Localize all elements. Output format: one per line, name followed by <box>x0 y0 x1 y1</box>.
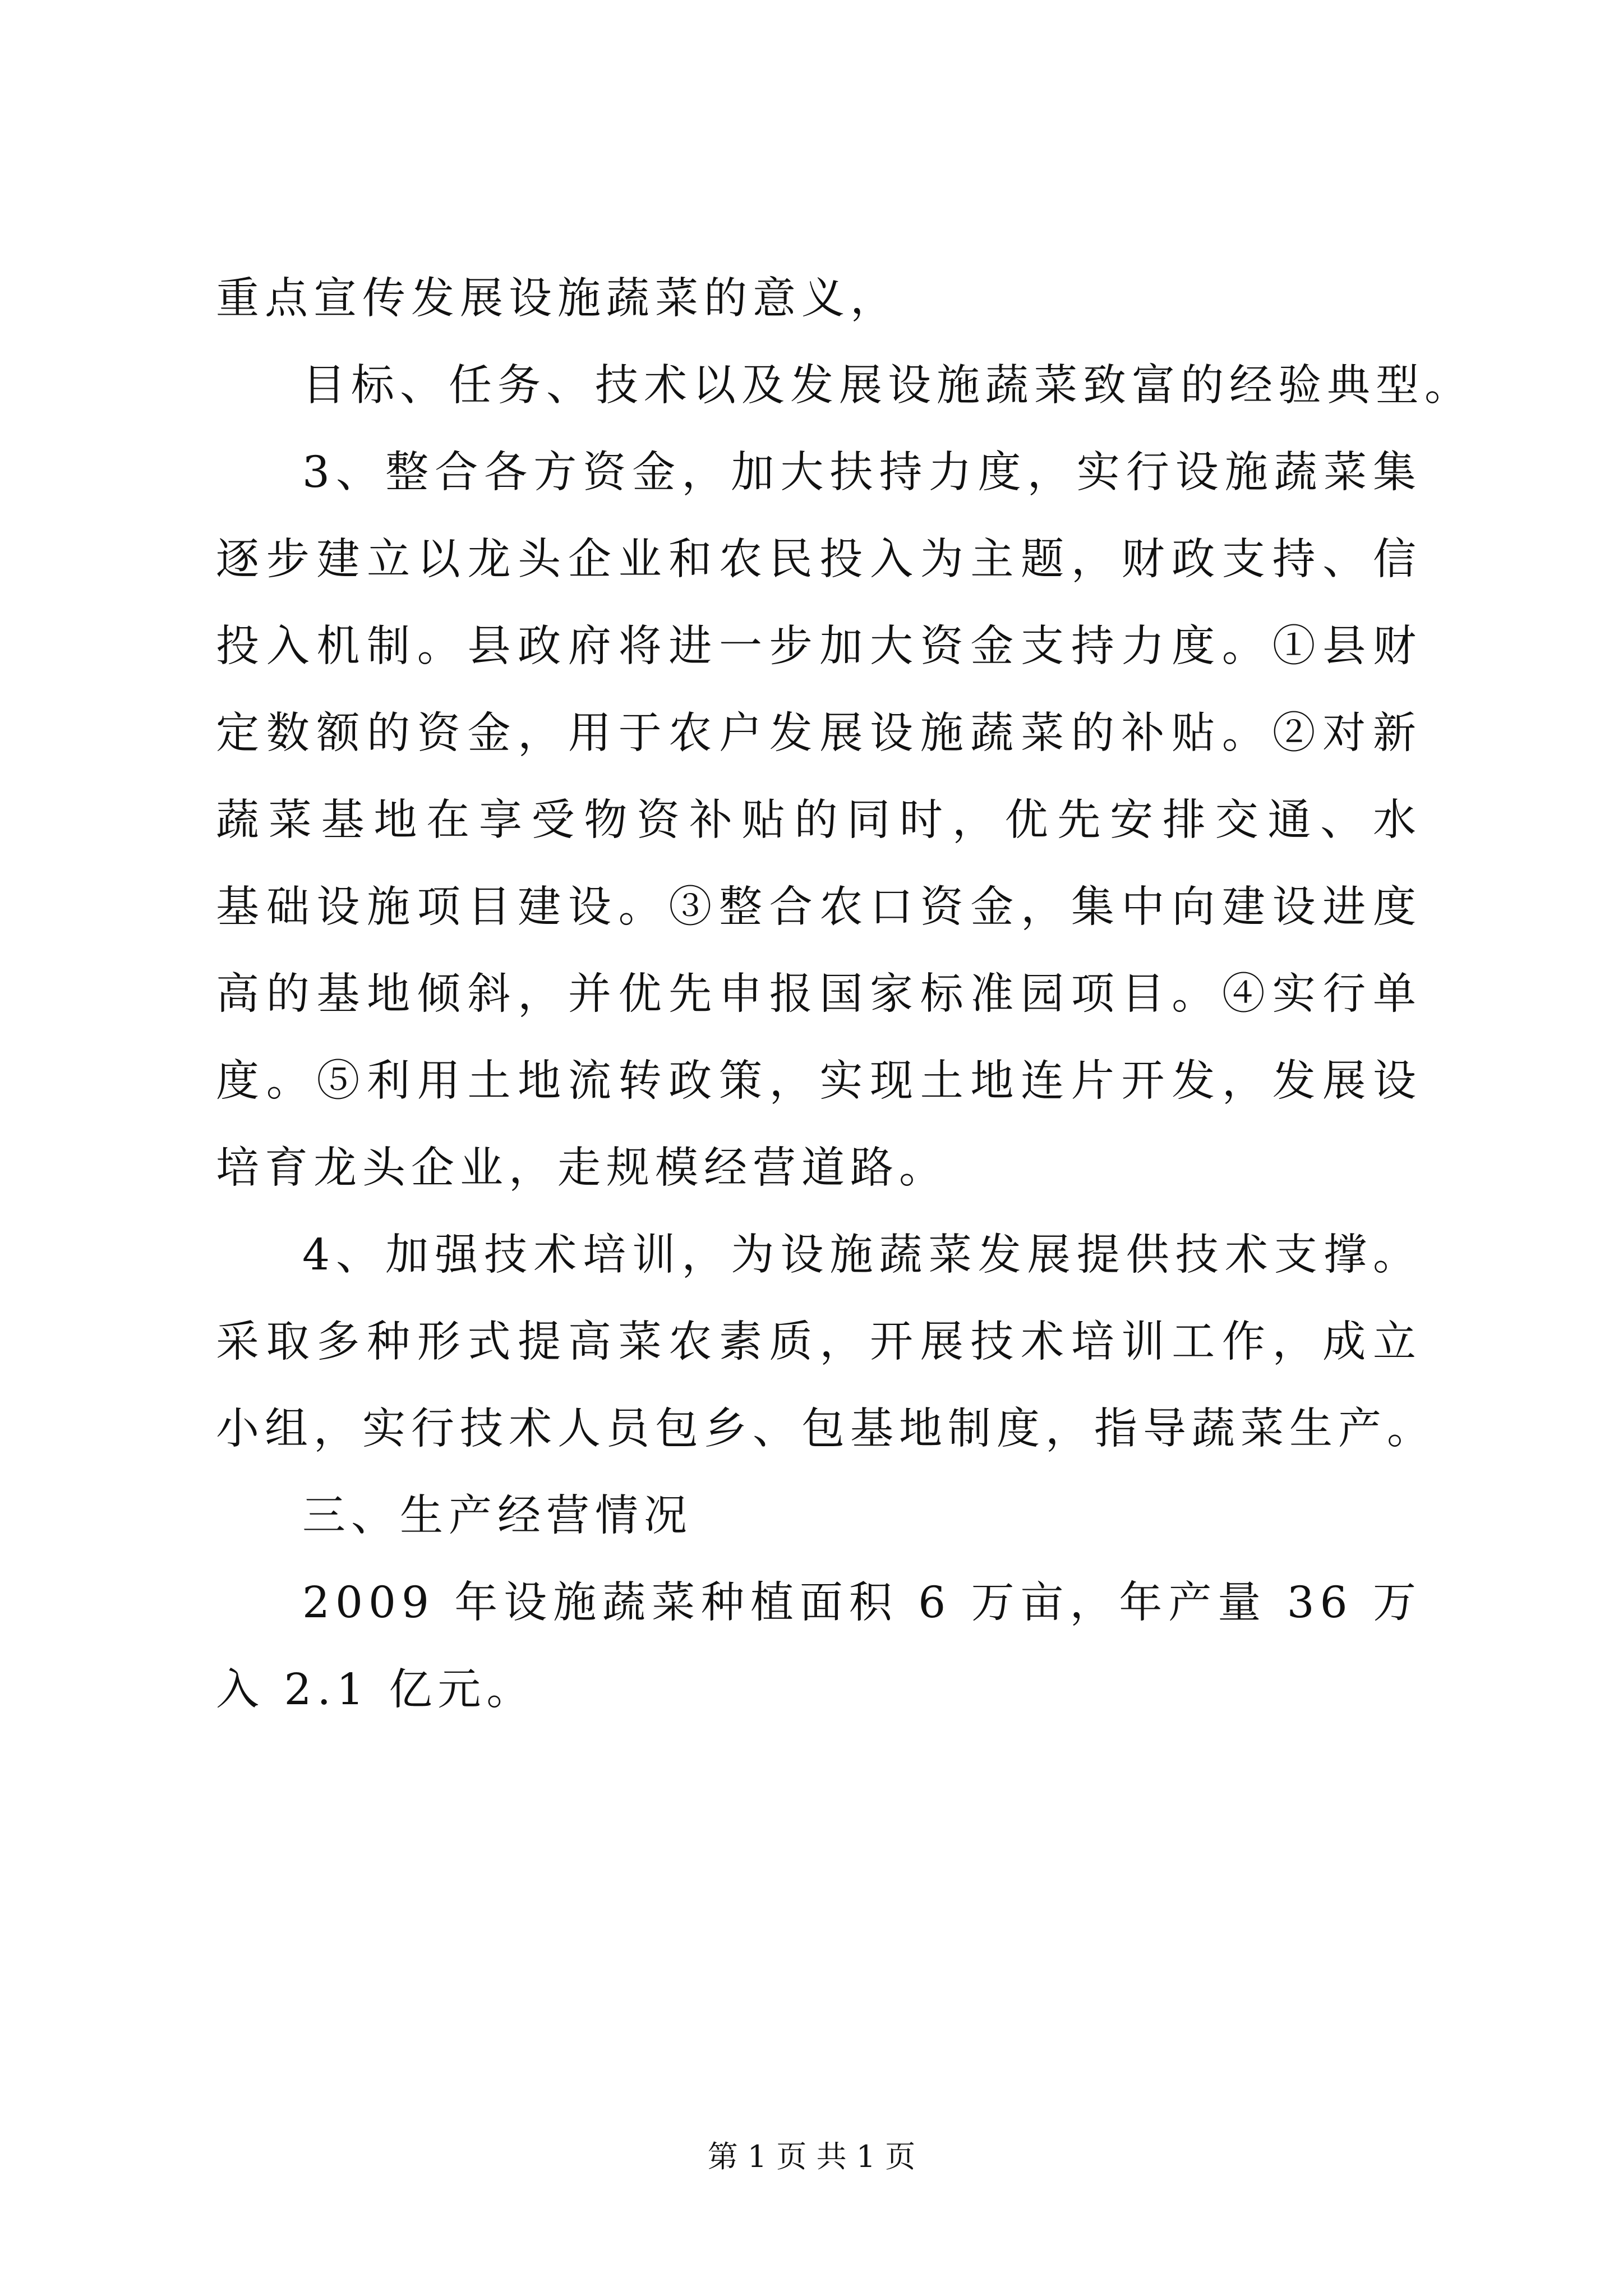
text-line-1: 重点宣传发展设施蔬菜的意义， <box>216 274 899 324</box>
text-line-14: 小组，实行技术人员包乡、包基地制度，指导蔬菜生产。 <box>216 1404 1436 1454</box>
text-line-11: 培育龙头企业，走规模经营道路。 <box>216 1143 948 1193</box>
text-line-2: 目标、任务、技术以及发展设施蔬菜致富的经验典型。 <box>302 361 1473 411</box>
text-line-13: 采取多种形式提高菜农素质，开展技术培训工作，成立 <box>216 1317 1422 1367</box>
text-line-3: 3、整合各方资金，加大扶持力度，实行设施蔬菜集 <box>302 448 1422 498</box>
page-number-footer: 第 1 页 共 1 页 <box>707 2139 916 2174</box>
text-line-12: 4、加强技术培训，为设施蔬菜发展提供技术支撑。 <box>302 1230 1422 1280</box>
text-line-10: 度。⑤利用土地流转政策，实现土地连片开发，发展设 <box>216 1056 1422 1106</box>
text-line-17: 入 2.1 亿元。 <box>216 1665 536 1715</box>
text-line-7: 蔬菜基地在享受物资补贴的同时，优先安排交通、水 <box>216 795 1422 845</box>
document-body <box>216 255 1473 1733</box>
text-line-4: 逐步建立以龙头企业和农民投入为主题，财政支持、信 <box>216 535 1422 585</box>
text-line-8: 基础设施项目建设。③整合农口资金，集中向建设进度 <box>216 882 1422 932</box>
text-line-6: 定数额的资金，用于农户发展设施蔬菜的补贴。②对新 <box>216 708 1422 758</box>
text-line-16: 2009 年设施蔬菜种植面积 6 万亩，年产量 36 万 <box>302 1578 1422 1628</box>
text-line-9: 高的基地倾斜，并优先申报国家标准园项目。④实行单 <box>216 969 1422 1019</box>
section-heading: 三、生产经营情况 <box>302 1491 693 1541</box>
text-line-5: 投入机制。县政府将进一步加大资金支持力度。①县财 <box>216 622 1422 671</box>
